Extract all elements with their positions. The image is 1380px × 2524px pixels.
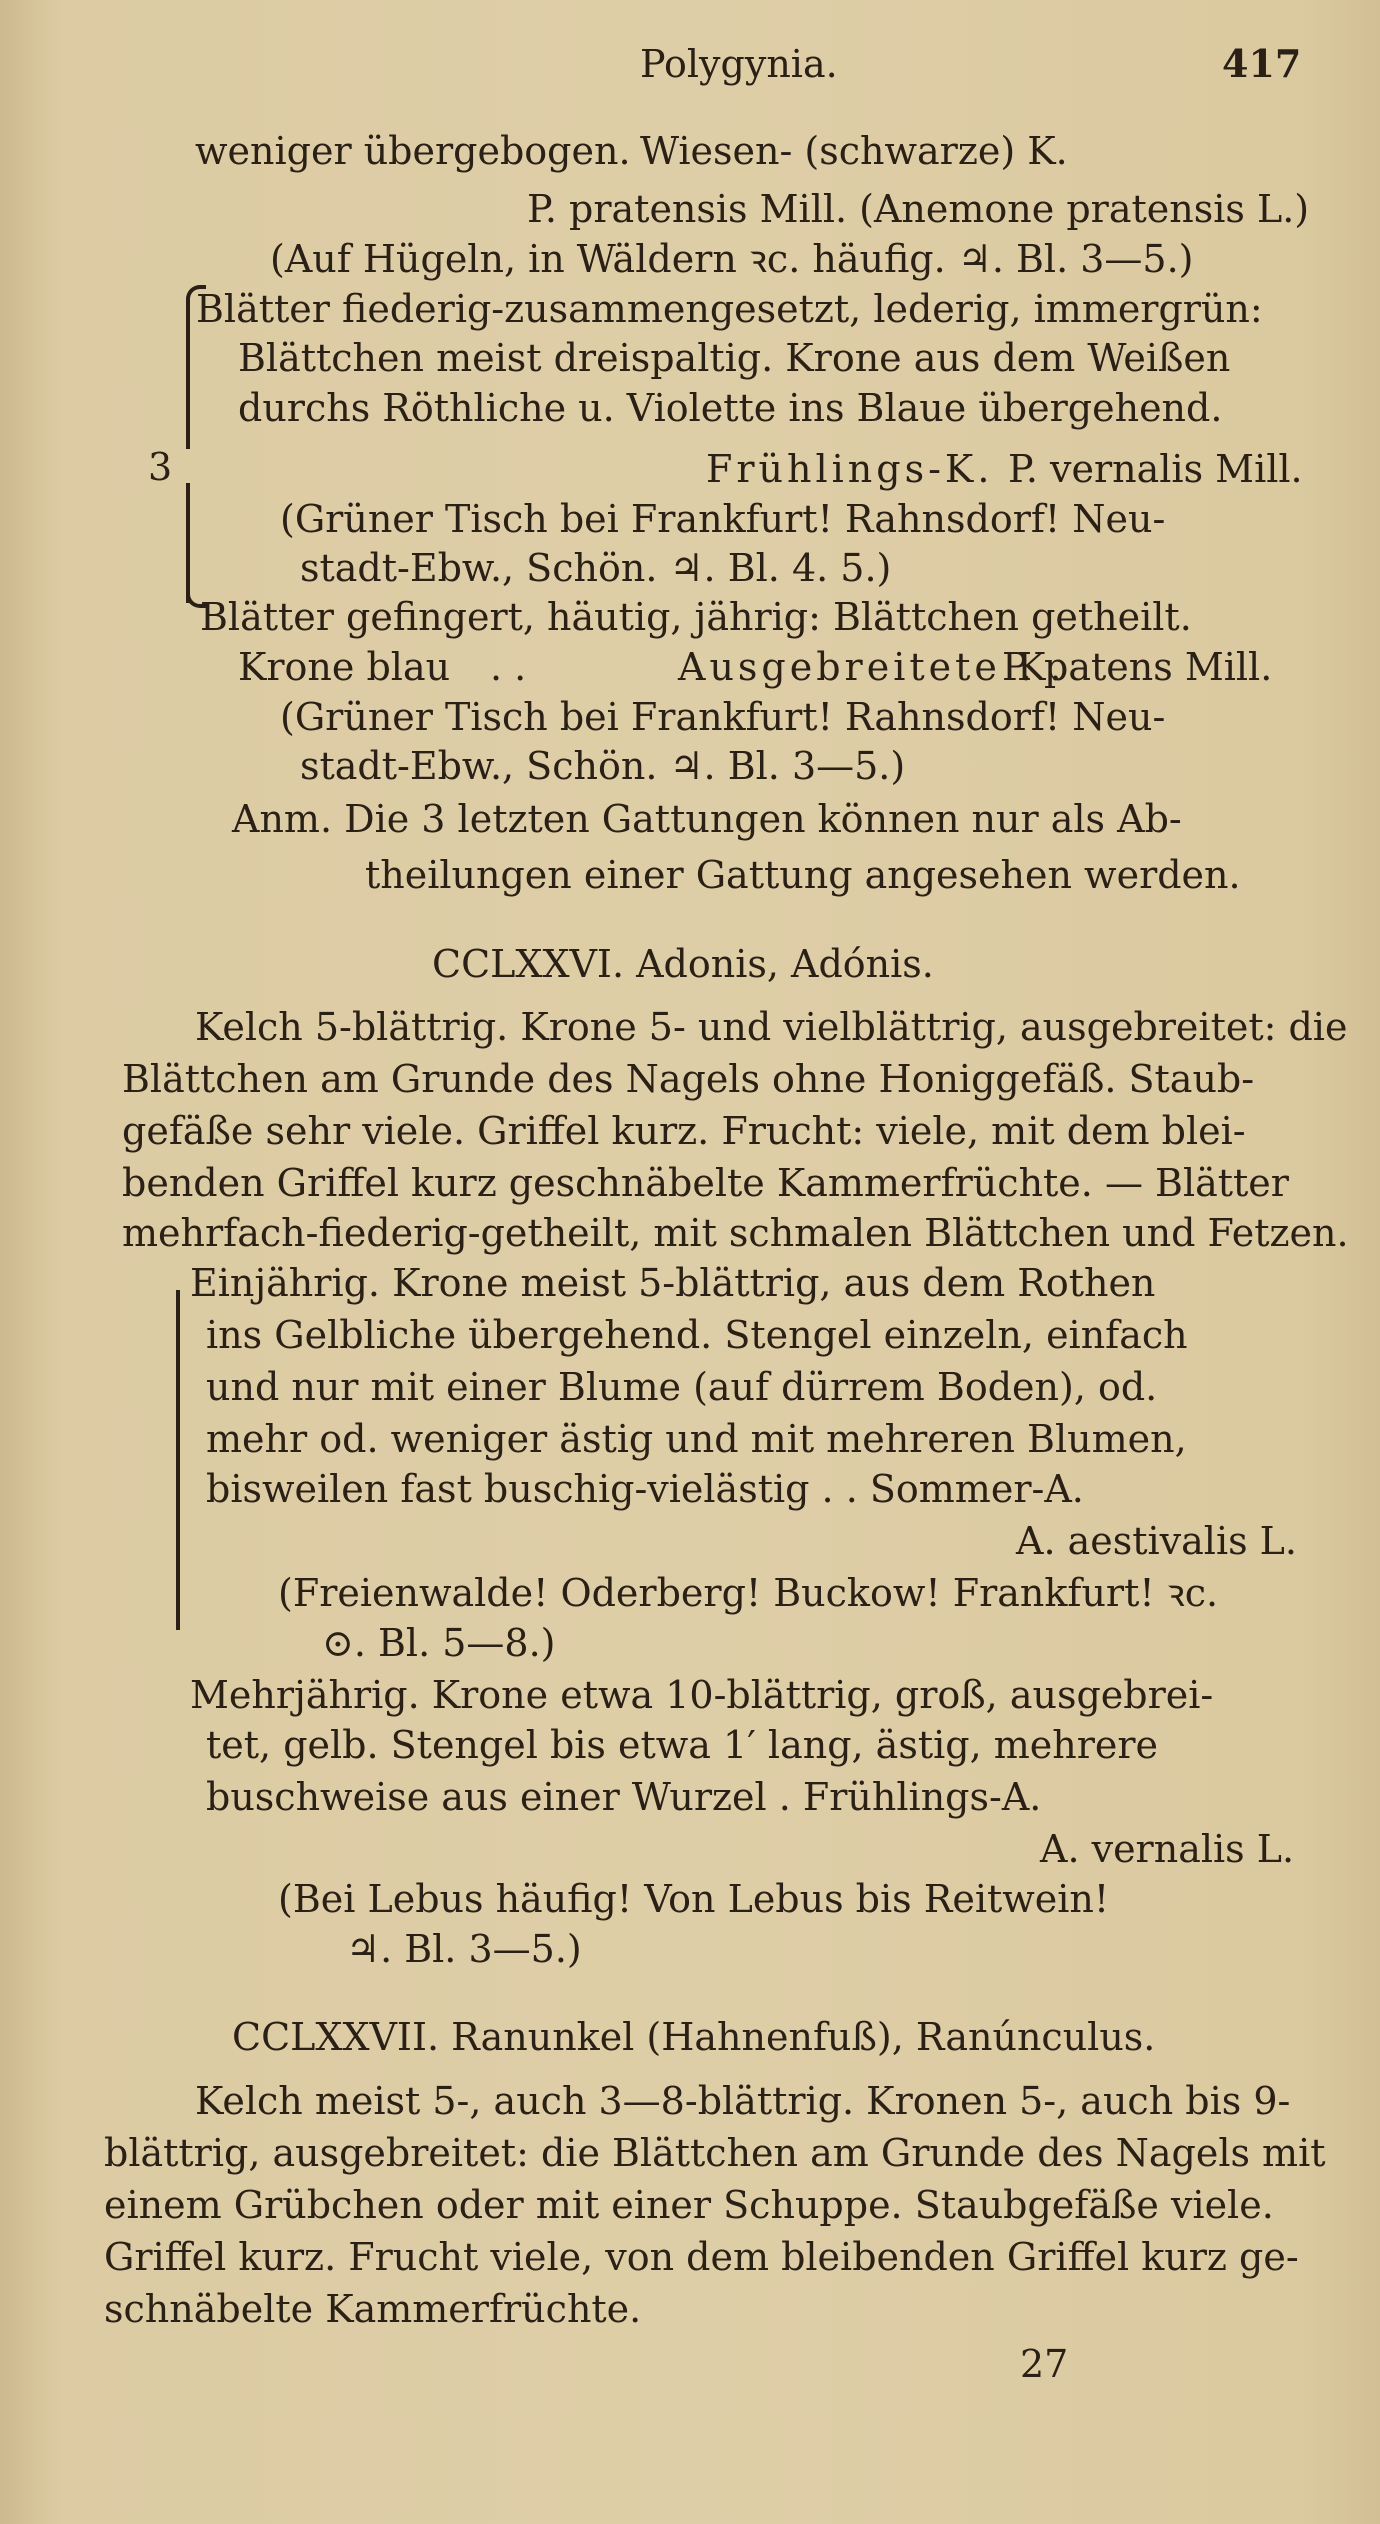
section-heading: CCLXXVII. Ranunkel (Hahnenfuß), Ranúnculus. [232, 2015, 1156, 2059]
running-title: Polygynia. [640, 42, 838, 86]
text-line: P. pratensis Mill. (Anemone pratensis L.) [527, 187, 1310, 231]
text-line: (Bei Lebus häufig! Von Lebus bis Reitwein! [278, 1877, 1110, 1921]
text-line: Blätter fiederig-zusammengesetzt, lederig, immergrün: [196, 287, 1263, 331]
text-line: (Grüner Tisch bei Frankfurt! Rahnsdorf! Neu- [280, 497, 1166, 541]
page-number: 417 [1222, 41, 1302, 86]
text-line: (Freienwalde! Oderberg! Buckow! Frankfurt! ꝛc. [278, 1571, 1219, 1615]
signature-mark: 27 [1020, 2342, 1069, 2386]
brace-number: 3 [148, 445, 173, 489]
text-line: . . [490, 645, 527, 689]
text-line: stadt-Ebw., Schön. ♃. Bl. 4. 5.) [300, 546, 892, 590]
brace-stem [186, 299, 190, 449]
text-line: Kelch meist 5-, auch 3—8-blättrig. Kronen 5-, auch bis 9- [195, 2079, 1291, 2123]
text-line: Mehrjährig. Krone etwa 10-blättrig, groß, ausgebrei- [190, 1673, 1214, 1717]
brace-stem [186, 483, 190, 603]
text-line: Blättchen am Grunde des Nagels ohne Honiggefäß. Staub- [122, 1057, 1255, 1101]
text-line: buschweise aus einer Wurzel . Frühlings-A. [206, 1775, 1042, 1819]
text-line: Krone blau [238, 645, 451, 689]
text-line: tet, gelb. Stengel bis etwa 1′ lang, ästig, mehrere [206, 1723, 1159, 1767]
text-line: P. patens Mill. [1002, 645, 1273, 689]
text-line: Blätter gefingert, häutig, jährig: Blättchen getheilt. [200, 595, 1192, 639]
text-line: Wiesen- (schwarze) K. [640, 129, 1068, 173]
text-line: P. vernalis Mill. [1008, 447, 1303, 491]
text-line: Griffel kurz. Frucht viele, von dem bleibenden Griffel kurz ge- [104, 2235, 1299, 2279]
text-line: (Grüner Tisch bei Frankfurt! Rahnsdorf! Neu- [280, 695, 1166, 739]
text-line: gefäße sehr viele. Griffel kurz. Frucht: viele, mit dem blei- [122, 1109, 1246, 1153]
text-line: blättrig, ausgebreitet: die Blättchen am Grunde des Nagels mit [104, 2131, 1326, 2175]
text-line: A. aestivalis L. [1016, 1519, 1297, 1563]
text-line: stadt-Ebw., Schön. ♃. Bl. 3—5.) [300, 744, 906, 788]
text-line: schnäbelte Kammerfrüchte. [104, 2287, 642, 2331]
text-line: weniger übergebogen. [195, 129, 631, 173]
brace-stem [176, 1290, 180, 1630]
text-line: theilungen einer Gattung angesehen werden. [365, 853, 1241, 897]
text-line: ⊙. Bl. 5—8.) [322, 1621, 556, 1665]
text-line: mehr od. weniger ästig und mit mehreren Blumen, [206, 1417, 1187, 1461]
text-line: bisweilen fast buschig-vielästig . . Sommer-A. [206, 1467, 1084, 1511]
text-line: Frühlings-K. [706, 447, 994, 491]
text-line: einem Grübchen oder mit einer Schuppe. Staubgefäße viele. [104, 2183, 1274, 2227]
text-line: ins Gelbliche übergehend. Stengel einzeln, einfach [206, 1313, 1188, 1357]
text-line: (Auf Hügeln, in Wäldern ꝛc. häufig. ♃. Bl. 3—5.) [270, 237, 1194, 281]
text-line: benden Griffel kurz geschnäbelte Kammerfrüchte. — Blätter [122, 1161, 1289, 1205]
text-line: Einjährig. Krone meist 5-blättrig, aus dem Rothen [190, 1261, 1156, 1305]
text-line: ♃. Bl. 3—5.) [346, 1927, 582, 1971]
text-line: A. vernalis L. [1040, 1827, 1295, 1871]
text-line: Blättchen meist dreispaltig. Krone aus dem Weißen [238, 336, 1231, 380]
section-heading: CCLXXVI. Adonis, Adónis. [432, 942, 934, 986]
text-line: Kelch 5-blättrig. Krone 5- und vielblättrig, ausgebreitet: die [195, 1005, 1348, 1049]
text-line: und nur mit einer Blume (auf dürrem Boden), od. [206, 1365, 1158, 1409]
text-line: Ausgebreitete K. [678, 645, 1066, 689]
text-line: Anm. Die 3 letzten Gattungen können nur als Ab- [232, 797, 1182, 841]
text-line: mehrfach-fiederig-getheilt, mit schmalen Blättchen und Fetzen. [122, 1211, 1349, 1255]
text-line: durchs Röthliche u. Violette ins Blaue übergehend. [238, 386, 1223, 430]
